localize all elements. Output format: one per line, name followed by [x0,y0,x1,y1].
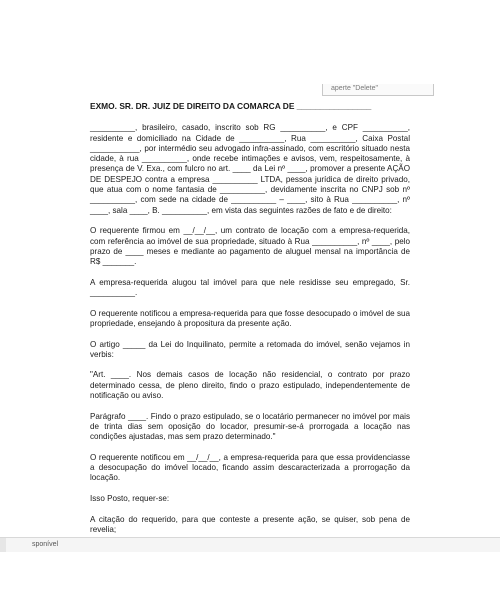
paragraph-qualification: __________, brasileiro, casado, inscrito sob RG __________, e CPF __________, residente e domiciliado na Cidade de __________, Rua __________, Caixa Postal ___________, por intermédio seu advogado infra-assinado, com escritório situado nesta cidade, à rua __________, onde recebe intimações e avisos, vem, respeitosamente, à presença de V. Exa., com fulcro no art. ____ da Lei nº ____, promover a presente AÇÃO DE DESPEJO contra a empresa __________ LTDA, pessoa jurídica de direito privado, que atua com o nome fantasia de __________, devidamente inscrita no CNPJ sob nº __________, com sede na cidade de __________ – ____, sito à Rua __________, nº ____, sala ____, B. __________, em vista das seguintes razões de fato e de direito: [90,123,410,215]
paragraph-article: O artigo _____ da Lei do Inquilinato, permite a retomada do imóvel, senão vejamos in verbis: [90,339,410,359]
status-bar [0,537,500,552]
paragraph-employee: A empresa-requerida alugou tal imóvel para que nele residisse seu empregado, Sr. __________. [90,277,410,298]
paragraph-quote-article: "Art. ____. Nos demais casos de locação não residencial, o contrato por prazo determinado cessa, de pleno direito, findo o prazo estipulado, independentemente de notificação ou aviso. [90,370,410,401]
document-body [90,101,410,545]
document-title: EXMO. SR. DR. JUIZ DE DIREITO DA COMARCA DE ________________ [90,101,372,111]
paragraph-second-notification: O requerente notificou em __/__/__, a empresa-requerida para que essa providenciasse a desocupação do imóvel locado, ficando assim descaracterizada a prorrogação da locação. [90,452,410,483]
status-bar-corner [0,538,6,552]
delete-hint-box [322,84,434,96]
paragraph-quote-paragraph: Parágrafo ____. Findo o prazo estipulado, se o locatário permanecer no imóvel por mais de trinta dias sem oposição do locador, presumir-se-á prorrogada a locação nas condições ajustadas, mas sem prazo determinado." [90,411,410,442]
delete-hint-label: aperte "Delete" [331,85,378,92]
paragraph-citation-request: A citação do requerido, para que conteste a presente ação, se quiser, sob pena de revelia; [90,514,410,534]
paragraph-contract: O requerente firmou em __/__/__, um contrato de locação com a empresa-requerida, com referência ao imóvel de sua propriedade, situado à Rua __________, nº ____, pelo prazo de ____ meses e mediante ao pagamento de aluguel mensal na importância de R$ _______. [90,226,410,267]
paragraph-requests-intro: Isso Posto, requer-se: [90,493,170,503]
status-bar-label: sponível [32,541,59,548]
paragraph-notification: O requerente notificou a empresa-requerida para que fosse desocupado o imóvel de sua propriedade, ensejando à propositura da presente ação. [90,308,410,328]
